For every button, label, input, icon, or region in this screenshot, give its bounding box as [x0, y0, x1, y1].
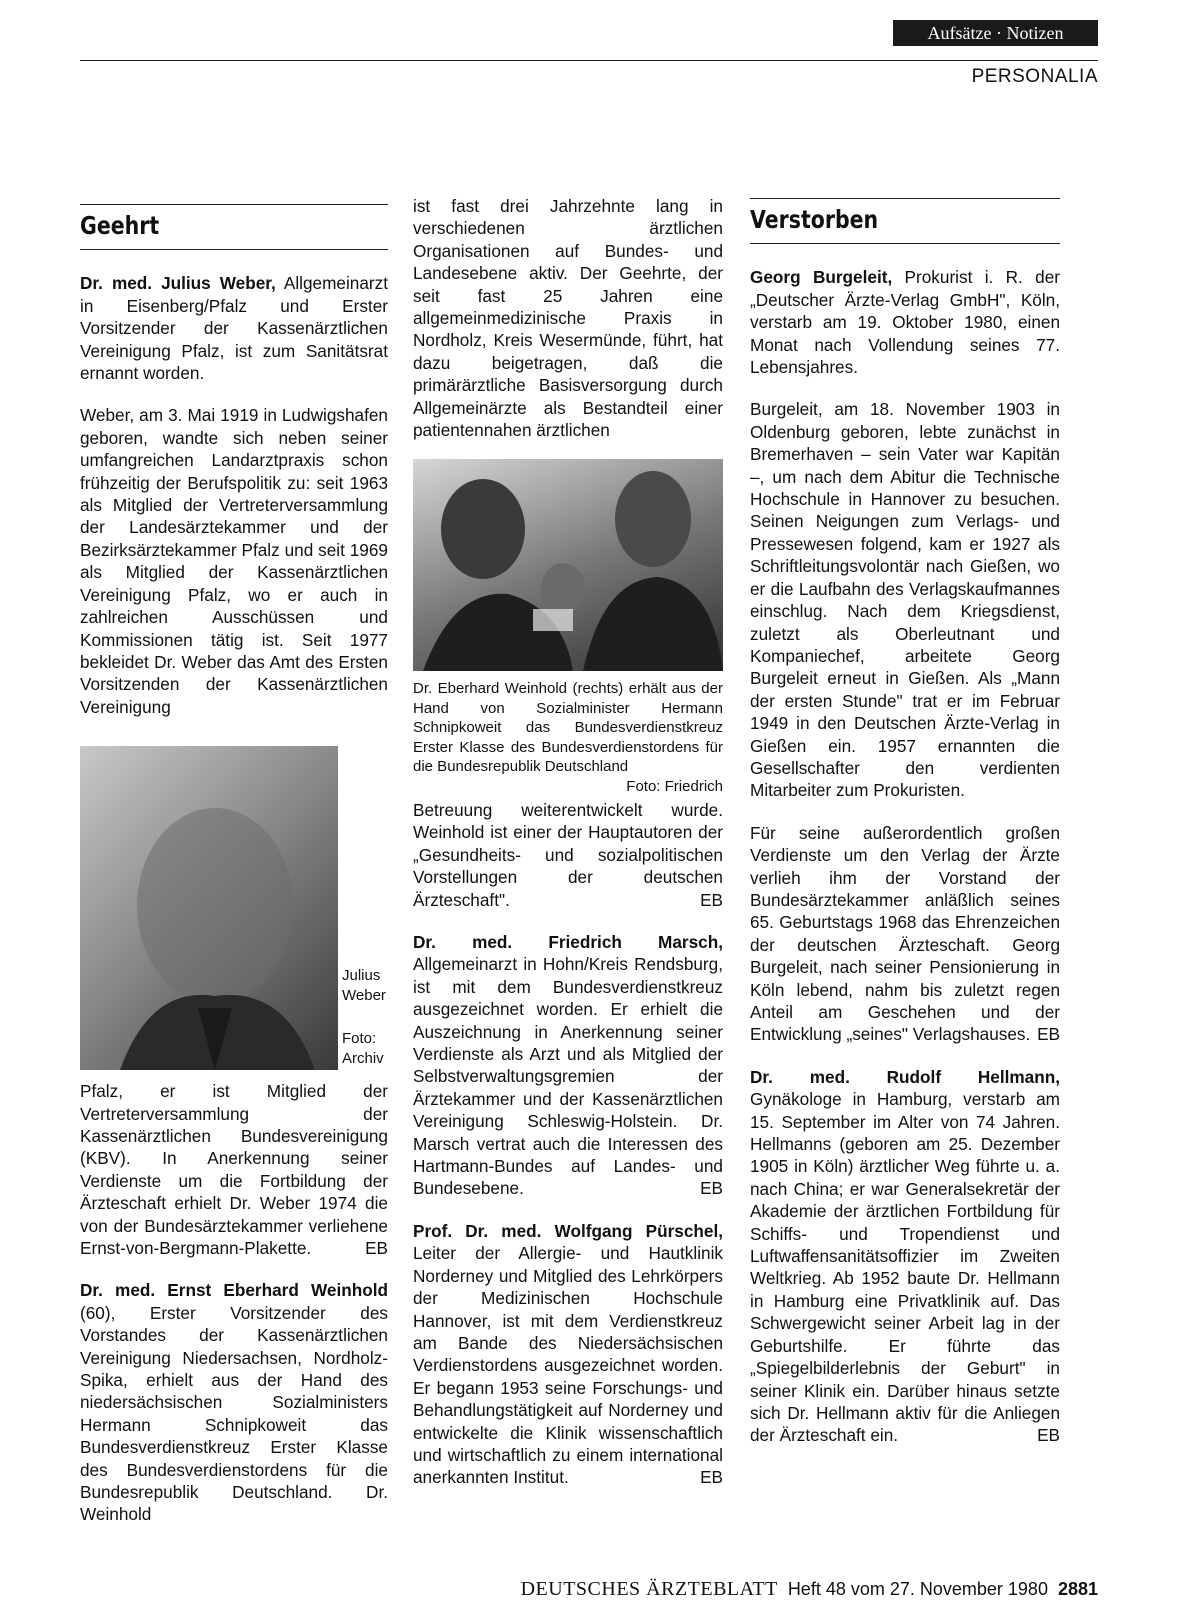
caption-name: Julius Weber	[342, 967, 386, 1004]
paragraph-text: Leiter der Allergie- und Hautklinik Norderney und Mitglied des Lehrkörpers der Medizinischen Hochschule Hannover, ist mit dem Verdienstkreuz am Bande des Niedersächsischen Verdienstordens ausgezeichnet worden. Er begann 1953 seine Forschungs- und Behandlungstätigkeit auf Norderney und entwickelte die Klinik wissenschaftlich und wirtschaftlich zu einem international anerkannten Institut.	[413, 1243, 723, 1488]
person-name: Dr. med. Julius Weber,	[80, 273, 276, 294]
portrait-illustration	[80, 746, 338, 1070]
paragraph-weinhold-end	[413, 799, 723, 911]
signature-eb: EB	[700, 889, 723, 910]
person-name: Georg Burgeleit,	[750, 267, 893, 288]
paragraph-text: (60), Erster Vorsitzender des Vorstandes der Kassenärztlichen Vereinigung Niedersachsen, Nordholz-Spika, erhielt aus der Hand des niedersächsischen Sozialministers Hermann Schnipkoweit das Bundesverdienstkreuz Erster Klasse des Bundesverdienstordens für die Bundesrepublik Deutschland. Dr. Weinhold	[80, 1302, 388, 1525]
page-footer	[521, 1578, 1098, 1601]
paragraph-marsch	[413, 931, 723, 1200]
paragraph-weinhold	[80, 1279, 388, 1525]
person-name: Dr. med. Friedrich Marsch,	[413, 932, 723, 952]
paragraph-text: Betreuung weiterentwickelt wurde. Weinhold ist einer der Hauptautoren der „Gesundheits- und sozialpolitischen Vorstellungen der deutschen Ärzteschaft".	[413, 799, 723, 910]
paragraph-text: Für seine außerordentlich großen Verdienste um den Verlag der Ärzte verlieh ihm der Vorstand der Bundesärztekammer anläßlich seines 65. Geburtstags 1968 das Ehrenzeichen der deutschen Ärzteschaft. Georg Burgeleit, nach seiner Pensionierung in Köln lebend, nahm bis zuletzt regen Anteil am Geschehen und der Entwicklung „seines" Verlagshauses.	[750, 822, 1060, 1045]
paragraph-burgeleit-intro	[750, 266, 1060, 378]
paragraph-weber-intro	[80, 272, 388, 384]
header-rule	[80, 60, 1098, 61]
signature-eb: EB	[700, 1467, 723, 1488]
paragraph-hellmann	[750, 1066, 1060, 1447]
person-name: Dr. med. Rudolf Hellmann,	[750, 1066, 1060, 1087]
paragraph-text: Allgemeinarzt in Hohn/Kreis Rendsburg, ist mit dem Bundesverdienstkreuz ausgezeichnet worden. Er erhielt die Auszeichnung in Anerkennung seiner Verdienste als Arzt und als Mitglied der Selbstverwaltungsgremien der Ärztekammer und der Kassenärztlichen Vereinigung Schleswig-Holstein. Dr. Marsch vertrat auch die Interessen des Hartmann-Bundes auf Landes- und Bundesebene.	[413, 954, 723, 1199]
heading-block-verstorben	[750, 198, 1060, 244]
person-name: Prof. Dr. med. Wolfgang Pürschel,	[413, 1220, 723, 1241]
issue-info: Heft 48 vom 27. November 1980	[787, 1579, 1048, 1599]
section-tag: Aufsätze · Notizen	[893, 20, 1098, 46]
paragraph-weber-end	[80, 1080, 388, 1259]
signature-eb: EB	[1037, 1425, 1060, 1446]
photo-block-weber	[80, 746, 388, 1070]
paragraph-text: Gynäkologe in Hamburg, verstarb am 15. September im Alter von 74 Jahren. Hellmanns (geboren am 25. Dezember 1905 in Köln) ärztlicher Weg führte u. a. nach China; er war Generalsekretär der Akademie der ärztlichen Fortbildung für Schiffs- und Tropendienst und Luftwaffensanitätsoffizier im Zweiten Weltkrieg. Ab 1952 baute Dr. Hellmann in Hamburg eine Privatklinik auf. Das Schwergewicht seiner Arbeit lag in der Geburtshilfe. Er führte das „Spiegelbilderlebnis der Geburt" in seiner Klinik ein. Darüber hinaus setzte sich Dr. Hellmann aktiv für die Anliegen der Ärzteschaft ein.	[750, 1089, 1060, 1446]
paragraph-text: Pfalz, er ist Mitglied der Vertreterversammlung der Kassenärztlichen Bundesvereinigung (KBV). In Anerkennung seiner Verdienste um die Fortbildung der Ärzteschaft erhielt Dr. Weber 1974 die von der Bundesärztekammer verliehene Ernst-von-Bergmann-Plakette.	[80, 1081, 388, 1258]
person-name: Dr. med. Ernst Eberhard Weinhold	[80, 1280, 388, 1301]
caption-text: Dr. Eberhard Weinhold (rechts) erhält aus der Hand von Sozialminister Hermann Schnipkoweit das Bundesverdienstkreuz Erster Klasse des Bundesverdienstordens für die Bundesrepublik Deutschland	[413, 680, 723, 776]
caption-credit: Foto: Archiv	[342, 1030, 384, 1067]
photo-weinhold-ceremony	[413, 459, 723, 671]
caption-credit: Foto: Friedrich	[626, 777, 723, 795]
photo-caption-weber	[342, 966, 390, 1068]
column-2	[413, 195, 723, 1509]
magazine-title: DEUTSCHES ÄRZTEBLATT	[520, 1578, 778, 1600]
paragraph-burgeleit-bio: Burgeleit, am 18. November 1903 in Oldenburg geboren, lebte zunächst in Bremerhaven – sein Vater war Kapitän –, um nach dem Abitur die Technische Hochschule in Hannover zu besuchen. Seinen Neigungen zum Verlags- und Pressewesen folgend, kam er 1927 als Schriftleitungsvolontär nach Gießen, wo er die Laufbahn des Verlagskaufmannes einschlug. Nach dem Kriegsdienst, zuletzt als Oberleutnant und Kompaniechef, arbeitete Georg Burgeleit erneut in Gießen. Als „Mann der ersten Stunde" trat er im Februar 1949 in den Deutschen Ärzte-Verlag in Gießen ein. 1957 ernannten die Gesellschafter den verdienten Mitarbeiter zum Prokuristen.	[750, 399, 1060, 801]
signature-eb: EB	[700, 1178, 723, 1199]
paragraph-weber-bio: Weber, am 3. Mai 1919 in Ludwigshafen geboren, wandte sich neben seiner umfangreichen Landarztpraxis schon frühzeitig der Berufspolitik zu: seit 1963 als Mitglied der Vertreterversammlung der Landesärztekammer und der Bezirksärztekammer Pfalz und seit 1969 als Mitglied der Kassenärztlichen Vereinigung Pfalz, wo er auch in zahlreichen Ausschüssen und Kommissionen tätig ist. Seit 1977 bekleidet Dr. Weber das Amt des Ersten Vorsitzenden der Kassenärztlichen Vereinigung	[80, 405, 388, 717]
signature-eb: EB	[365, 1237, 388, 1258]
heading-geehrt: Geehrt	[80, 211, 160, 240]
photo-caption-weinhold	[413, 679, 723, 795]
page-number: 2881	[1057, 1579, 1098, 1599]
paragraph-text: Allgemeinarzt in Eisenberg/Pfalz und Erster Vorsitzender der Kassenärztlichen Vereinigung Pfalz, ist zum Sanitätsrat ernannt worden.	[80, 273, 389, 384]
paragraph-weinhold-cont: ist fast drei Jahrzehnte lang in verschiedenen ärztlichen Organisationen auf Bundes- und Landesebene aktiv. Der Geehrte, der seit fast 25 Jahren eine allgemeinmedizinische Praxis in Nordholz, Kreis Wesermünde, führt, hat dazu beigetragen, daß die primärärztliche Basisversorgung durch Allgemeinärzte als Bestandteil einer patientennahen ärztlichen	[413, 196, 723, 441]
paragraph-text: Prokurist i. R. der „Deutscher Ärzte-Verlag GmbH", Köln, verstarb am 19. Oktober 1980, einen Monat nach Vollendung seines 77. Lebensjahres.	[750, 267, 1060, 378]
ceremony-illustration	[413, 459, 723, 671]
heading-block-geehrt	[80, 204, 388, 250]
portrait-photo-weber	[80, 746, 338, 1070]
signature-eb: EB	[1037, 1024, 1060, 1045]
column-1	[80, 204, 388, 1546]
paragraph-burgeleit-end	[750, 822, 1060, 1046]
section-title: PERSONALIA	[971, 66, 1098, 87]
heading-verstorben: Verstorben	[750, 205, 879, 234]
paragraph-puerschel	[413, 1220, 723, 1489]
column-3	[750, 198, 1060, 1467]
